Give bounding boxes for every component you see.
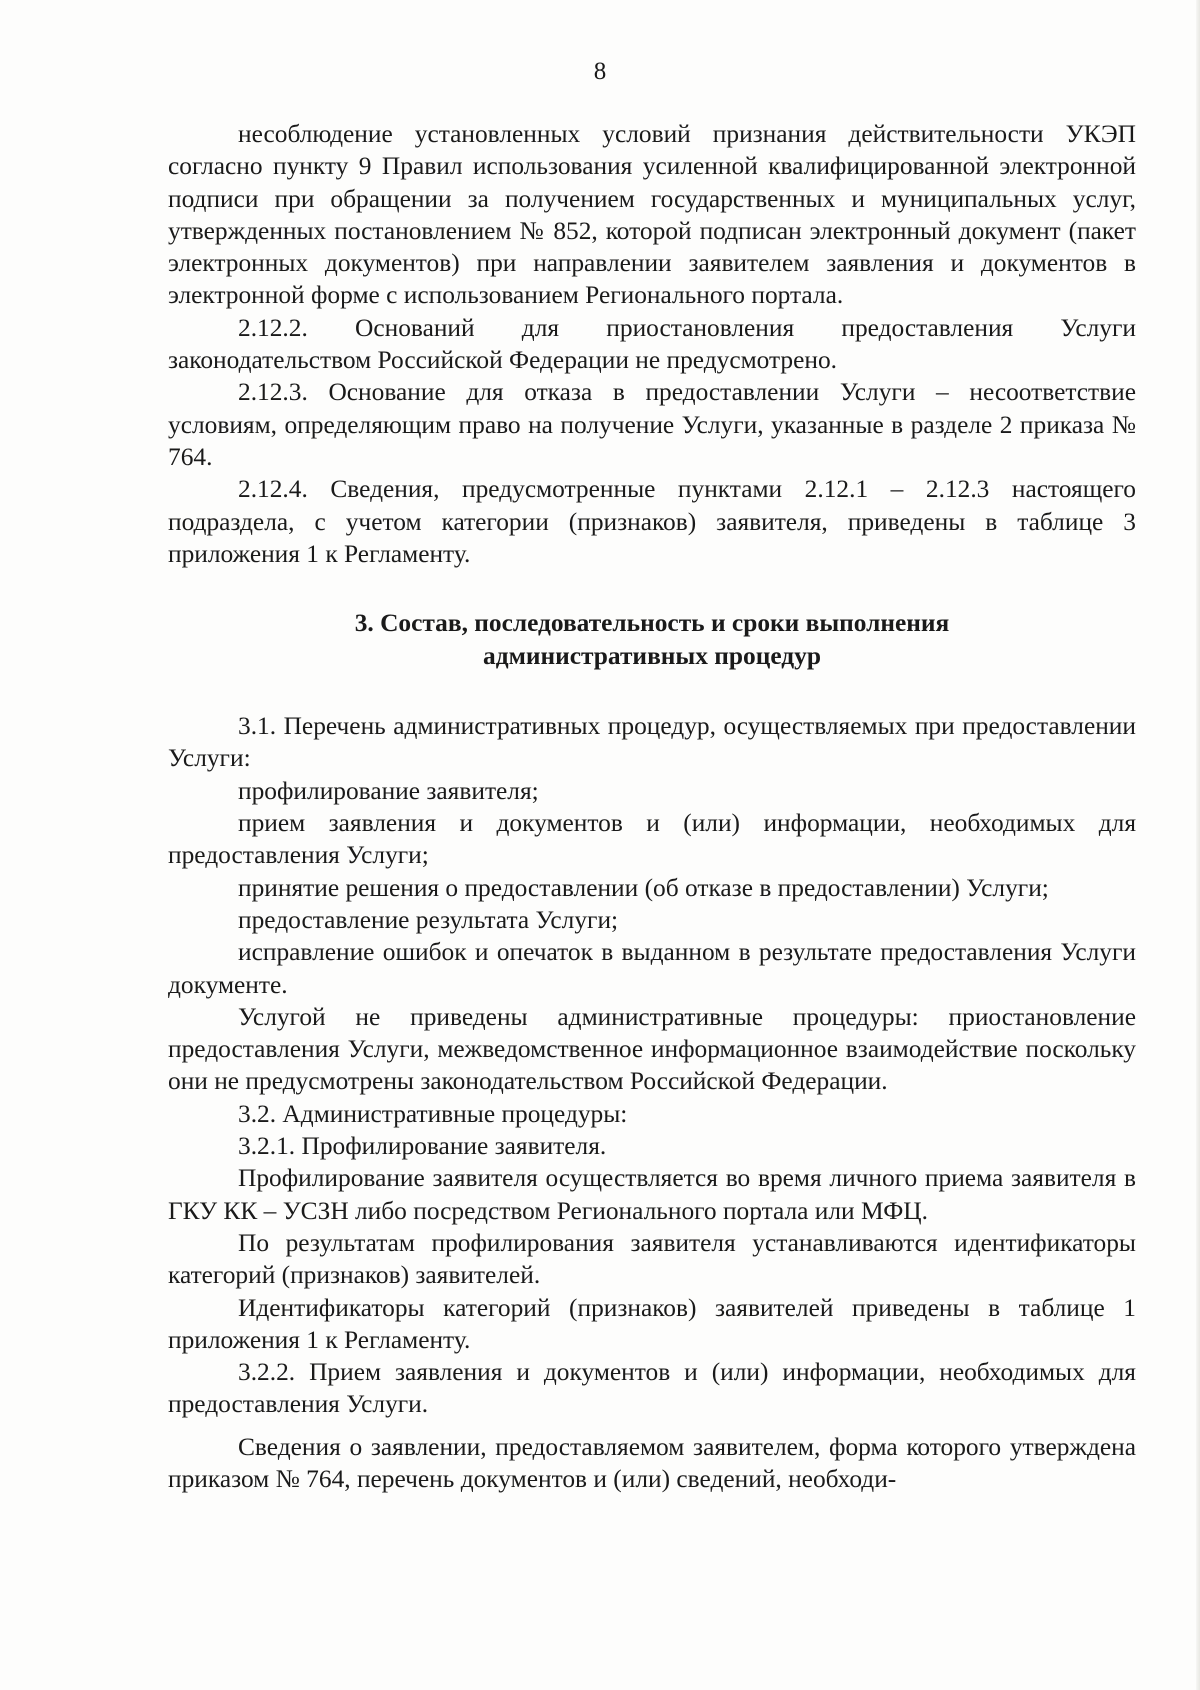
paragraph-profiling-process: Профилирование заявителя осуществляется во время личного приема заявителя в ГКУ КК – УСЗН либо посредством Регионального портала или МФЦ. <box>168 1164 1136 1225</box>
paragraph-2-12-2: 2.12.2. Оснований для приостановления предоставления Услуги законодательством Российской Федерации не предусмотрено. <box>168 313 1136 375</box>
list-item-decision: принятие решения о предоставлении (об отказе в предоставлении) Услуги; <box>238 873 1049 902</box>
list-item-profiling: профилирование заявителя; <box>238 776 539 805</box>
paragraph-ukep-conditions: несоблюдение установленных условий признания действительности УКЭП согласно пункту 9 Правил использования усиленной квалифицированной электронной подписи при обращении за получением государственных и муниципальных услуг, утвержденных постановлением № 852, которой подписан электронный документ (пакет электронных документов) при направлении заявителем заявления и документов в электронной форме с использованием Регионального портала. <box>168 120 1136 310</box>
paragraph-3-2-2: 3.2.2. Прием заявления и документов и (или) информации, необходимых для предоставления Услуги. <box>168 1358 1136 1419</box>
paragraph-application-info: Сведения о заявлении, предоставляемом заявителем, форма которого утверждена приказом № 764, перечень документов и (или) сведений, необходи- <box>168 1432 1136 1493</box>
page-number: 8 <box>593 58 607 85</box>
section-3-heading-line-1: 3. Состав, последовательность и сроки выполнения <box>354 609 950 638</box>
paragraph-identifiers: Идентификаторы категорий (признаков) заявителей приведены в таблице 1 приложения 1 к Регламенту. <box>168 1293 1136 1354</box>
paragraph-2-12-4: 2.12.4. Сведения, предусмотренные пунктами 2.12.1 – 2.12.3 настоящего подраздела, с учетом категории (признаков) заявителя, приведены в таблице 3 приложения 1 к Регламенту. <box>168 475 1136 568</box>
paragraph-3-2-1: 3.2.1. Профилирование заявителя. <box>238 1132 607 1161</box>
section-3-heading <box>168 607 1136 673</box>
list-item-application-intake: прием заявления и документов и (или) информации, необходимых для предоставления Услуги; <box>168 809 1136 870</box>
paragraph-not-listed-procedures: Услугой не приведены административные процедуры: приостановление предоставления Услуги, межведомственное информационное взаимодействие поскольку они не предусмотрены законодательством Российской Федерации. <box>168 1002 1136 1096</box>
paragraph-3-2: 3.2. Административные процедуры: <box>238 1099 628 1128</box>
paragraph-2-12-3: 2.12.3. Основание для отказа в предоставлении Услуги – несоответствие условиям, определяющим право на получение Услуги, указанные в разделе 2 приказа № 764. <box>168 378 1136 471</box>
list-item-error-correction: исправление ошибок и опечаток в выданном в результате предоставления Услуги документе. <box>168 938 1136 999</box>
document-body <box>168 118 1136 1495</box>
section-3-heading-line-2: административных процедур <box>483 642 821 671</box>
list-item-result: предоставление результата Услуги; <box>238 905 619 934</box>
paragraph-3-1: 3.1. Перечень административных процедур, осуществляемых при предоставлении Услуги: <box>168 712 1136 773</box>
scan-edge <box>1196 0 1200 1690</box>
paragraph-profiling-results: По результатам профилирования заявителя устанавливаются идентификаторы категорий (признаков) заявителей. <box>168 1228 1136 1290</box>
